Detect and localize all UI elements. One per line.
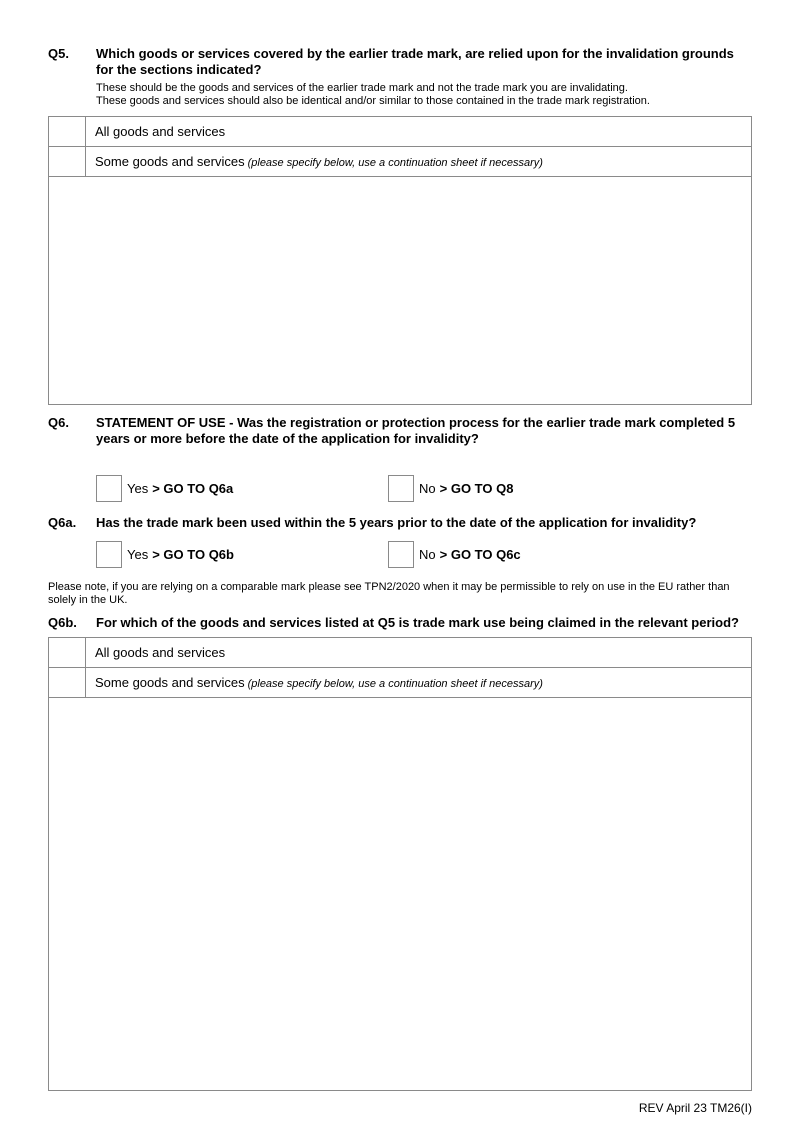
q5-some-goods-checkbox[interactable] [49,147,86,176]
q6-no-goto: > GO TO Q8 [439,481,514,496]
q5-all-goods-label: All goods and services [95,124,226,139]
q6-yes-checkbox[interactable] [96,475,122,502]
q6b-some-goods-checkbox[interactable] [49,668,86,697]
q5-specify-textarea[interactable] [49,177,751,404]
q6b-some-goods-note: (please specify below, use a continuation sheet if necessary) [247,678,543,690]
q6a-section [48,515,752,568]
q6a-number: Q6a. [48,515,77,530]
q5-note-2: These goods and services should also be identical and/or similar to those contained in the trade mark registration. [96,95,650,107]
q5-some-goods-note: (please specify below, use a continuation sheet if necessary) [247,157,543,169]
q5-option-all-row [49,117,751,147]
q6b-some-goods-label: Some goods and services [95,675,245,690]
q6-yes-goto: > GO TO Q6a [152,481,234,496]
q6b-number: Q6b. [48,615,77,630]
q6b-option-all-row [49,638,751,668]
q6a-yes-label: Yes [127,547,149,562]
q6-no-label: No [419,481,436,496]
q6a-no-label: No [419,547,436,562]
q6b-specify-textarea[interactable] [49,698,751,1090]
q5-note-1: These should be the goods and services of the earlier trade mark and not the trade mark you are invalidating. [96,82,628,94]
q5-question: Which goods or services covered by the earlier trade mark, are relied upon for the invalidation grounds for the sections indicated? [96,46,734,77]
q6b-options-table [48,637,752,1091]
q6-yes-label: Yes [127,481,149,496]
q6b-all-goods-checkbox[interactable] [49,638,86,667]
q6-number: Q6. [48,415,69,430]
q5-all-goods-checkbox[interactable] [49,117,86,146]
q6a-choices [96,541,752,568]
q6a-no-goto: > GO TO Q6c [439,547,521,562]
q5-option-some-row [49,147,751,177]
q6-section [48,415,752,502]
q5-some-goods-label: Some goods and services [95,154,245,169]
q6b-all-goods-label: All goods and services [95,645,226,660]
q6a-question: Has the trade mark been used within the 5 years prior to the date of the application for invalidity? [96,515,697,530]
q6a-yes-checkbox[interactable] [96,541,122,568]
q6-yes-choice [96,475,388,502]
q6a-no-checkbox[interactable] [388,541,414,568]
q6a-yes-choice [96,541,388,568]
q6b-section [48,615,752,1091]
comparable-mark-note: Please note, if you are relying on a comparable mark please see TPN2/2020 when it may be permissible to rely on use in the EU rather than solely in the UK. [48,581,730,606]
q6-no-choice [388,475,513,502]
q6b-option-some-row [49,668,751,698]
form-revision-footer: REV April 23 TM26(I) [638,1101,752,1115]
q5-options-table [48,116,752,405]
q6-no-checkbox[interactable] [388,475,414,502]
q5-section [48,46,752,405]
q6a-no-choice [388,541,521,568]
q5-number: Q5. [48,46,69,61]
q6b-question: For which of the goods and services listed at Q5 is trade mark use being claimed in the relevant period? [96,615,739,630]
q6-question: STATEMENT OF USE - Was the registration or protection process for the earlier trade mark completed 5 years or more before the date of the application for invalidity? [96,415,736,446]
q6-choices [96,475,752,502]
q6a-yes-goto: > GO TO Q6b [152,547,234,562]
